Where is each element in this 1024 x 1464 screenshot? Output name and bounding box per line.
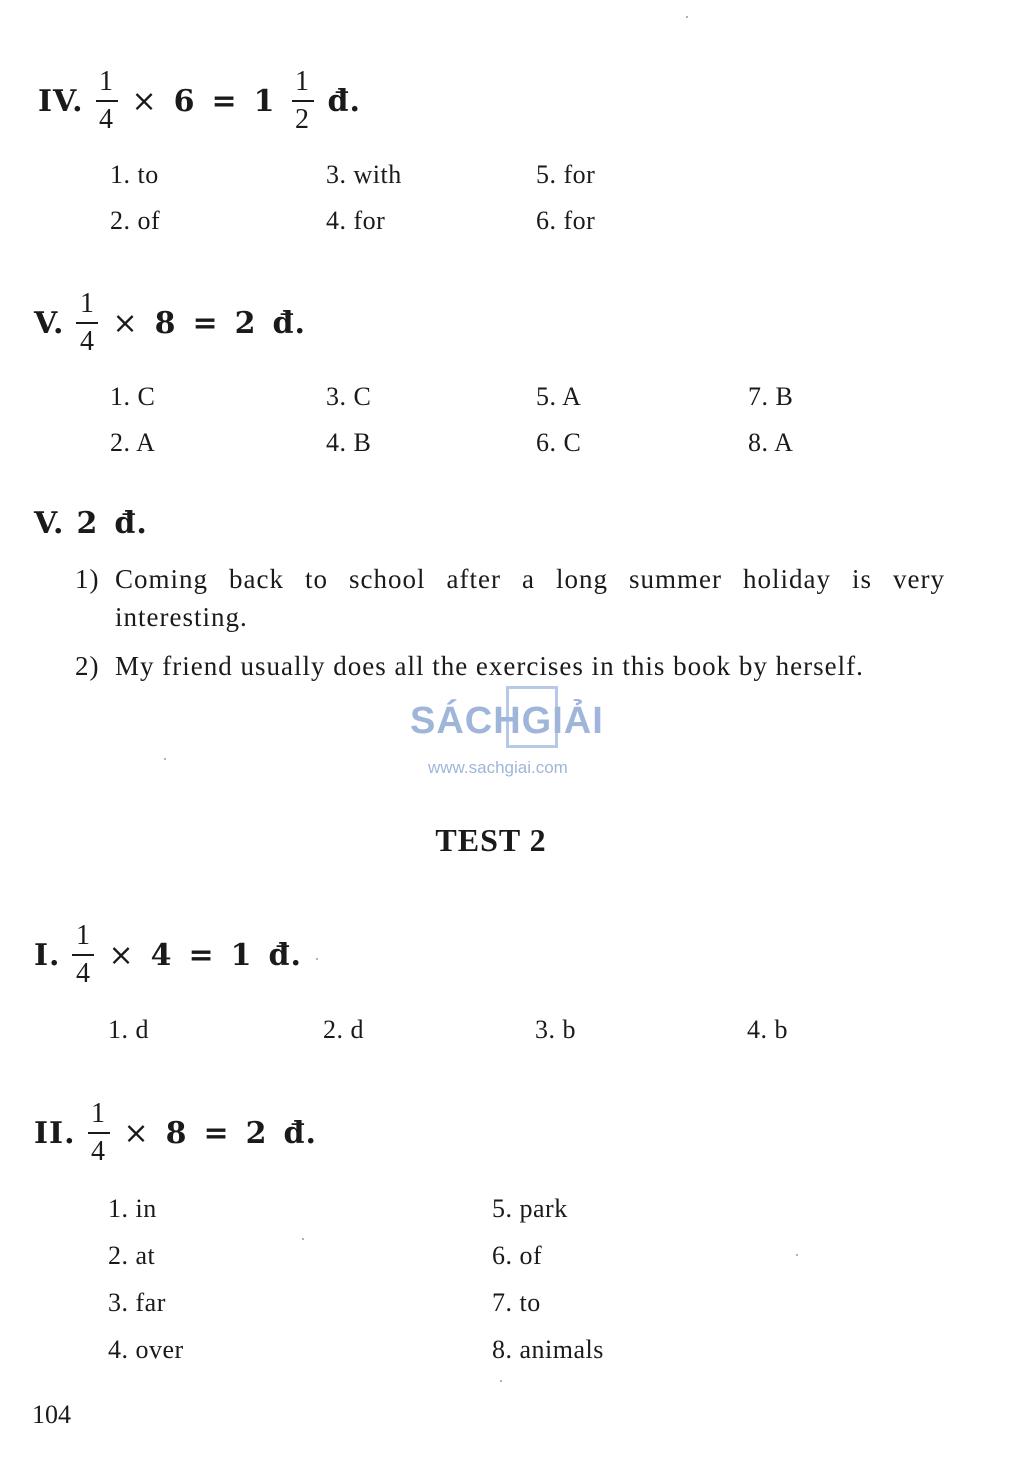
answer-item: 3. b <box>535 1015 576 1044</box>
answer-item: 1. d <box>108 1015 149 1044</box>
section-roman: V. <box>34 505 65 541</box>
fraction <box>72 918 94 992</box>
result-whole: 1 <box>253 83 276 119</box>
answer-item: 4. for <box>326 206 386 235</box>
scan-speck <box>316 958 318 960</box>
watermark-name: SÁCHGIẢI <box>410 700 604 742</box>
answer-item: 1. in <box>108 1194 157 1223</box>
section-roman: V. <box>34 305 65 341</box>
answer-item: 4. over <box>108 1335 184 1364</box>
equals-sign: = <box>188 937 215 973</box>
section-roman: IV. <box>38 83 84 119</box>
scan-speck <box>164 758 166 760</box>
answer-item: 6. of <box>492 1241 543 1270</box>
score-unit: đ. <box>272 305 306 341</box>
answer-item: 5. park <box>492 1194 568 1223</box>
answer-item: 1. to <box>110 160 159 189</box>
answer-item: 2. d <box>323 1015 364 1044</box>
answer-item: 3. C <box>326 382 372 411</box>
equals-sign: = <box>211 83 238 119</box>
fraction-denominator: 4 <box>79 326 95 357</box>
scan-speck <box>302 1238 304 1240</box>
fraction <box>96 64 118 138</box>
score-unit: đ. <box>268 937 302 973</box>
fraction-numerator: 1 <box>75 920 91 951</box>
sentence-item <box>75 560 945 636</box>
fraction <box>88 1096 110 1170</box>
section-roman: I. <box>34 937 61 973</box>
sentence-number: 2) <box>75 651 100 681</box>
times-sign: × <box>131 83 158 119</box>
result-score: 1 <box>230 937 253 973</box>
item-count: 4 <box>150 937 173 973</box>
section-ii-heading <box>34 1088 317 1178</box>
watermark-logo <box>410 684 620 784</box>
item-count: 8 <box>154 305 177 341</box>
answer-item: 8. animals <box>492 1335 604 1364</box>
answer-item: 5. A <box>536 382 582 411</box>
score-unit: đ. <box>327 83 361 119</box>
answer-item: 4. b <box>747 1015 788 1044</box>
answer-item: 2. at <box>108 1241 156 1270</box>
times-sign: × <box>112 305 139 341</box>
page-number: 104 <box>32 1400 71 1429</box>
answer-item: 4. B <box>326 428 372 457</box>
score-unit: đ. <box>114 505 148 541</box>
section-v-writing-heading <box>34 478 148 568</box>
item-count: 6 <box>173 83 196 119</box>
fraction-numerator: 1 <box>99 66 115 97</box>
fraction-numerator: 1 <box>91 1098 107 1129</box>
result-score: 2 <box>234 305 257 341</box>
test-title: TEST 2 <box>435 822 547 858</box>
answer-item: 3. far <box>108 1288 166 1317</box>
result-score: 2 <box>245 1115 268 1151</box>
watermark-url: www.sachgiai.com <box>428 758 568 777</box>
score-unit: đ. <box>283 1115 317 1151</box>
section-i-heading <box>34 910 302 1000</box>
section-iv-heading <box>38 56 361 146</box>
answer-item: 7. to <box>492 1288 541 1317</box>
fraction-denominator: 2 <box>295 104 311 135</box>
answer-item: 5. for <box>536 160 596 189</box>
answer-item: 2. of <box>110 206 161 235</box>
sentence-item <box>75 647 945 685</box>
times-sign: × <box>123 1115 150 1151</box>
result-fraction <box>292 64 314 138</box>
fraction-numerator: 1 <box>295 66 311 97</box>
result-score: 2 <box>76 505 99 541</box>
item-count: 8 <box>165 1115 188 1151</box>
sentence-text: Coming back to school after a long summer holiday is very interesting. <box>115 564 945 632</box>
times-sign: × <box>108 937 135 973</box>
fraction-numerator: 1 <box>79 288 95 319</box>
section-v-heading <box>34 278 306 368</box>
fraction-denominator: 4 <box>75 958 91 989</box>
sentence-number: 1) <box>75 564 100 594</box>
fraction <box>76 286 98 360</box>
answer-item: 1. C <box>110 382 156 411</box>
answer-item: 2. A <box>110 428 156 457</box>
answer-item: 7. B <box>748 382 794 411</box>
equals-sign: = <box>203 1115 230 1151</box>
equals-sign: = <box>192 305 219 341</box>
answer-item: 3. with <box>326 160 402 189</box>
scan-speck <box>796 1254 798 1256</box>
answer-item: 6. C <box>536 428 582 457</box>
answer-item: 6. for <box>536 206 596 235</box>
answer-item: 8. A <box>748 428 794 457</box>
fraction-denominator: 4 <box>99 104 115 135</box>
section-roman: II. <box>34 1115 76 1151</box>
fraction-denominator: 4 <box>91 1136 107 1167</box>
scan-speck <box>500 1380 502 1382</box>
scan-speck <box>686 16 688 18</box>
sentence-text: My friend usually does all the exercises in this book by herself. <box>115 651 864 681</box>
